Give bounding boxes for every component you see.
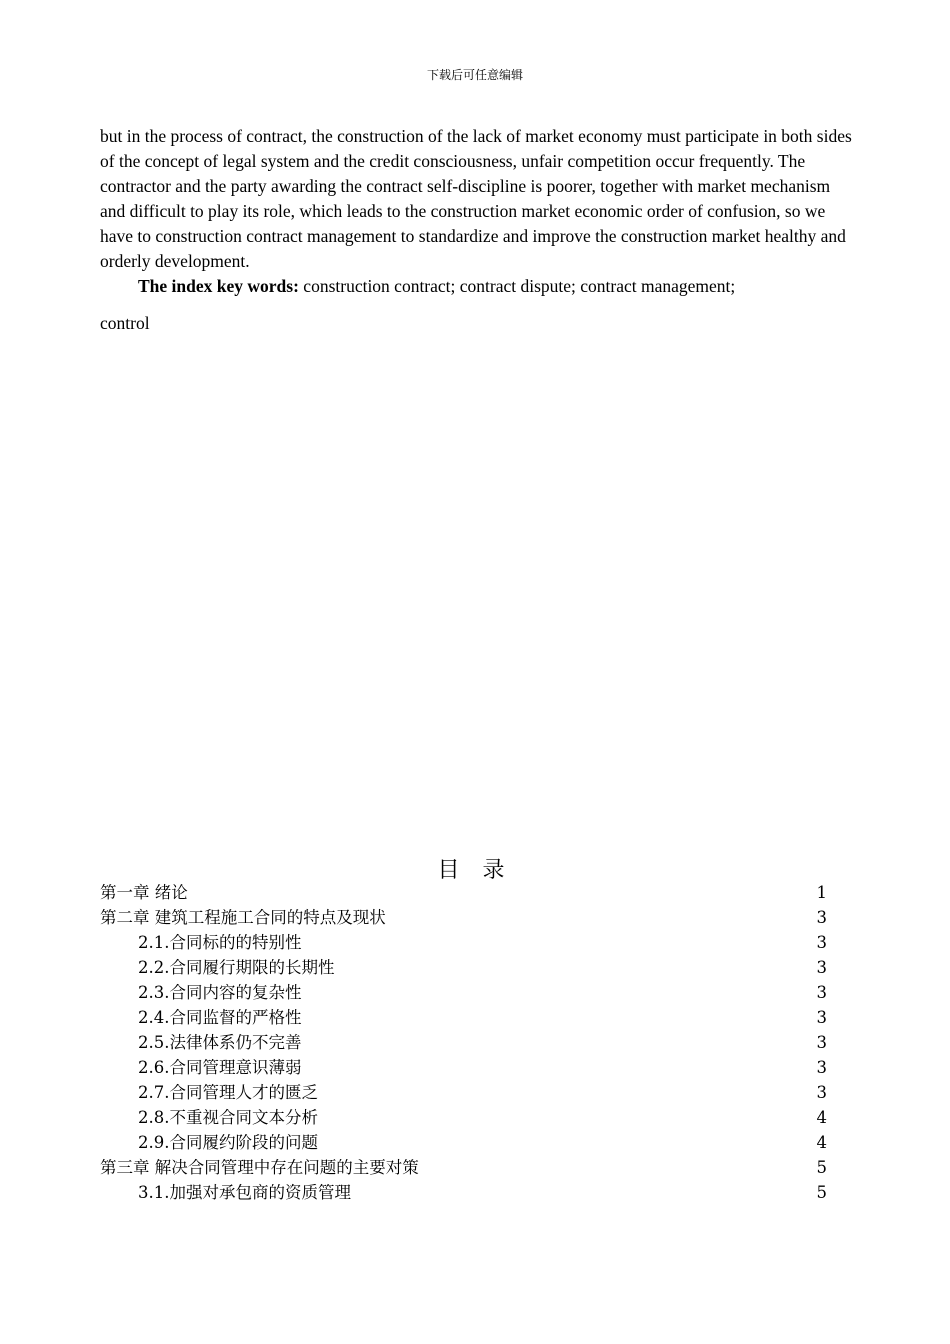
table-of-contents [100, 880, 827, 1205]
toc-entry-page: 3 [816, 1008, 827, 1027]
toc-entry-label: 3.1.加强对承包商的资质管理 [138, 1183, 351, 1202]
toc-entry-label: 2.5.法律体系仍不完善 [138, 1033, 302, 1052]
toc-entry-label: 第二章 建筑工程施工合同的特点及现状 [100, 908, 386, 927]
toc-entry-label: 2.2.合同履行期限的长期性 [138, 958, 335, 977]
toc-entry[interactable] [100, 1130, 827, 1155]
toc-entry-page: 3 [816, 933, 827, 952]
toc-entry-page: 3 [816, 983, 827, 1002]
toc-entry[interactable] [100, 1055, 827, 1080]
toc-entry[interactable] [100, 980, 827, 1005]
keywords-tail: control [100, 313, 150, 333]
toc-entry-label: 2.6.合同管理意识薄弱 [138, 1058, 302, 1077]
toc-entry[interactable] [100, 1005, 827, 1030]
toc-entry-page: 1 [816, 883, 827, 902]
toc-entry[interactable] [100, 930, 827, 955]
toc-entry-page: 3 [816, 1033, 827, 1052]
toc-entry-page: 3 [816, 1058, 827, 1077]
abstract-section [100, 124, 852, 299]
toc-entry-label: 2.7.合同管理人才的匮乏 [138, 1083, 318, 1102]
toc-entry-page: 3 [816, 908, 827, 927]
keywords-text: construction contract; contract dispute; contract management; [298, 276, 736, 296]
toc-entry-page: 4 [816, 1108, 827, 1127]
toc-entry[interactable] [100, 1180, 827, 1205]
abstract-body: but in the process of contract, the construction of the lack of market economy must participate in both sides of the concept of legal system and the credit consciousness, unfair competition occur frequently. The contractor and the party awarding the contract self-discipline is poorer, together with market mechanism and difficult to play its role, which leads to the construction market economic order of confusion, so we have to construction contract management to standardize and improve the construction market healthy and orderly development. [100, 126, 852, 271]
toc-entry[interactable] [100, 1105, 827, 1130]
toc-entry-page: 5 [816, 1158, 827, 1177]
toc-entry-label: 2.8.不重视合同文本分析 [138, 1108, 318, 1127]
toc-entry-label: 第一章 绪论 [100, 883, 188, 902]
toc-entry-page: 5 [816, 1183, 827, 1202]
toc-entry[interactable] [100, 1030, 827, 1055]
toc-entry-label: 2.1.合同标的的特别性 [138, 933, 302, 952]
toc-entry-label: 2.4.合同监督的严格性 [138, 1008, 302, 1027]
keywords-line [100, 274, 852, 299]
toc-entry-label: 2.3.合同内容的复杂性 [138, 983, 302, 1002]
page-header: 下载后可任意编辑 [426, 68, 523, 82]
toc-title: 目 录 [437, 858, 513, 883]
toc-entry[interactable] [100, 1155, 827, 1180]
toc-entry[interactable] [100, 880, 827, 905]
toc-entry-page: 3 [816, 958, 827, 977]
toc-entry-page: 4 [816, 1133, 827, 1152]
toc-entry-label: 第三章 解决合同管理中存在问题的主要对策 [100, 1158, 419, 1177]
toc-entry[interactable] [100, 905, 827, 930]
toc-entry[interactable] [100, 1080, 827, 1105]
toc-entry-page: 3 [816, 1083, 827, 1102]
keywords-label: The index key words: [138, 276, 299, 296]
toc-entry-label: 2.9.合同履约阶段的问题 [138, 1133, 318, 1152]
toc-entry[interactable] [100, 955, 827, 980]
